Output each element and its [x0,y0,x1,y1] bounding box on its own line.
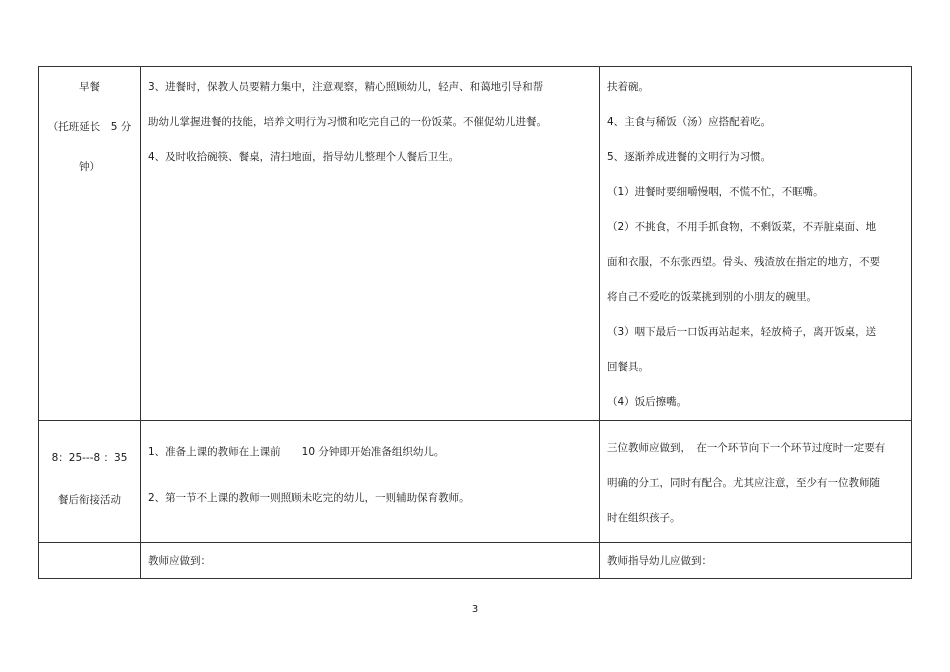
procedure-line: 4、及时收拾碗筷、餐桌，清扫地面，指导幼儿整理个人餐后卫生。 [148,151,460,163]
time-cell [39,543,141,579]
procedure-line: 教师应做到： [148,555,211,567]
requirement-line: 明确的分工，同时有配合。尤其应注意，至少有一位教师随 [607,477,880,489]
time-cell [39,67,141,421]
requirement-line: 5、逐渐养成进餐的文明行为习惯。 [607,151,772,163]
procedure-line: 助幼儿掌握进餐的技能，培养文明行为习惯和吃完自己的一份饭菜。不催促幼儿进餐。 [148,116,547,128]
procedure-cell [141,421,600,543]
requirement-line: （1）进餐时要细嚼慢咽，不慌不忙，不眶嘴。 [607,186,824,198]
time-label: 餐后衔接活动 [58,494,121,506]
requirement-line: （4）饭后擦嘴。 [607,396,688,408]
requirement-line: 回餐具。 [607,361,649,373]
procedure-line: 3、进餐时，保教人员要精力集中，注意观察，精心照顾幼儿，轻声、和蔼地引导和帮 [148,81,544,93]
table-row [39,421,912,543]
requirement-line: 三位教师应做到， 在一个环节向下一个环节过度时一定要有 [607,442,886,454]
requirement-line: 教师指导幼儿应做到： [607,555,712,567]
table-row [39,67,912,421]
requirement-line: 4、主食与稀饭（汤）应搭配着吃。 [607,116,772,128]
procedure-cell [141,543,600,579]
requirement-line: 时在组织孩子。 [607,512,681,524]
time-label: 钟） [79,161,100,173]
time-cell [39,421,141,543]
table-row [39,543,912,579]
requirement-line: （3）咽下最后一口饭再站起来，轻放椅子，离开饭桌，送 [607,326,877,338]
requirement-line: （2）不挑食，不用手抓食物，不剩饭菜，不弄脏桌面、地 [607,221,877,233]
schedule-table [38,66,912,579]
requirement-cell [600,421,912,543]
requirement-cell [600,67,912,421]
requirement-line: 面和衣服，不东张西望。骨头、残渣放在指定的地方，不要 [607,256,880,268]
page-number: 3 [471,604,479,615]
requirement-cell [600,543,912,579]
time-label: （托班延长 5 分 [47,121,132,133]
procedure-cell [141,67,600,421]
procedure-line: 2、第一节不上课的教师一则照顾未吃完的幼儿，一则辅助保育教师。 [148,492,470,504]
time-label: 早餐 [79,81,100,93]
time-label: 8：25---8 ：35 [51,452,128,464]
requirement-line: 扶着碗。 [607,81,649,93]
procedure-line: 1、准备上课的教师在上课前 10 分钟即开始准备组织幼儿。 [148,446,445,458]
requirement-line: 将自己不爱吃的饭菜挑到别的小朋友的碗里。 [607,291,817,303]
